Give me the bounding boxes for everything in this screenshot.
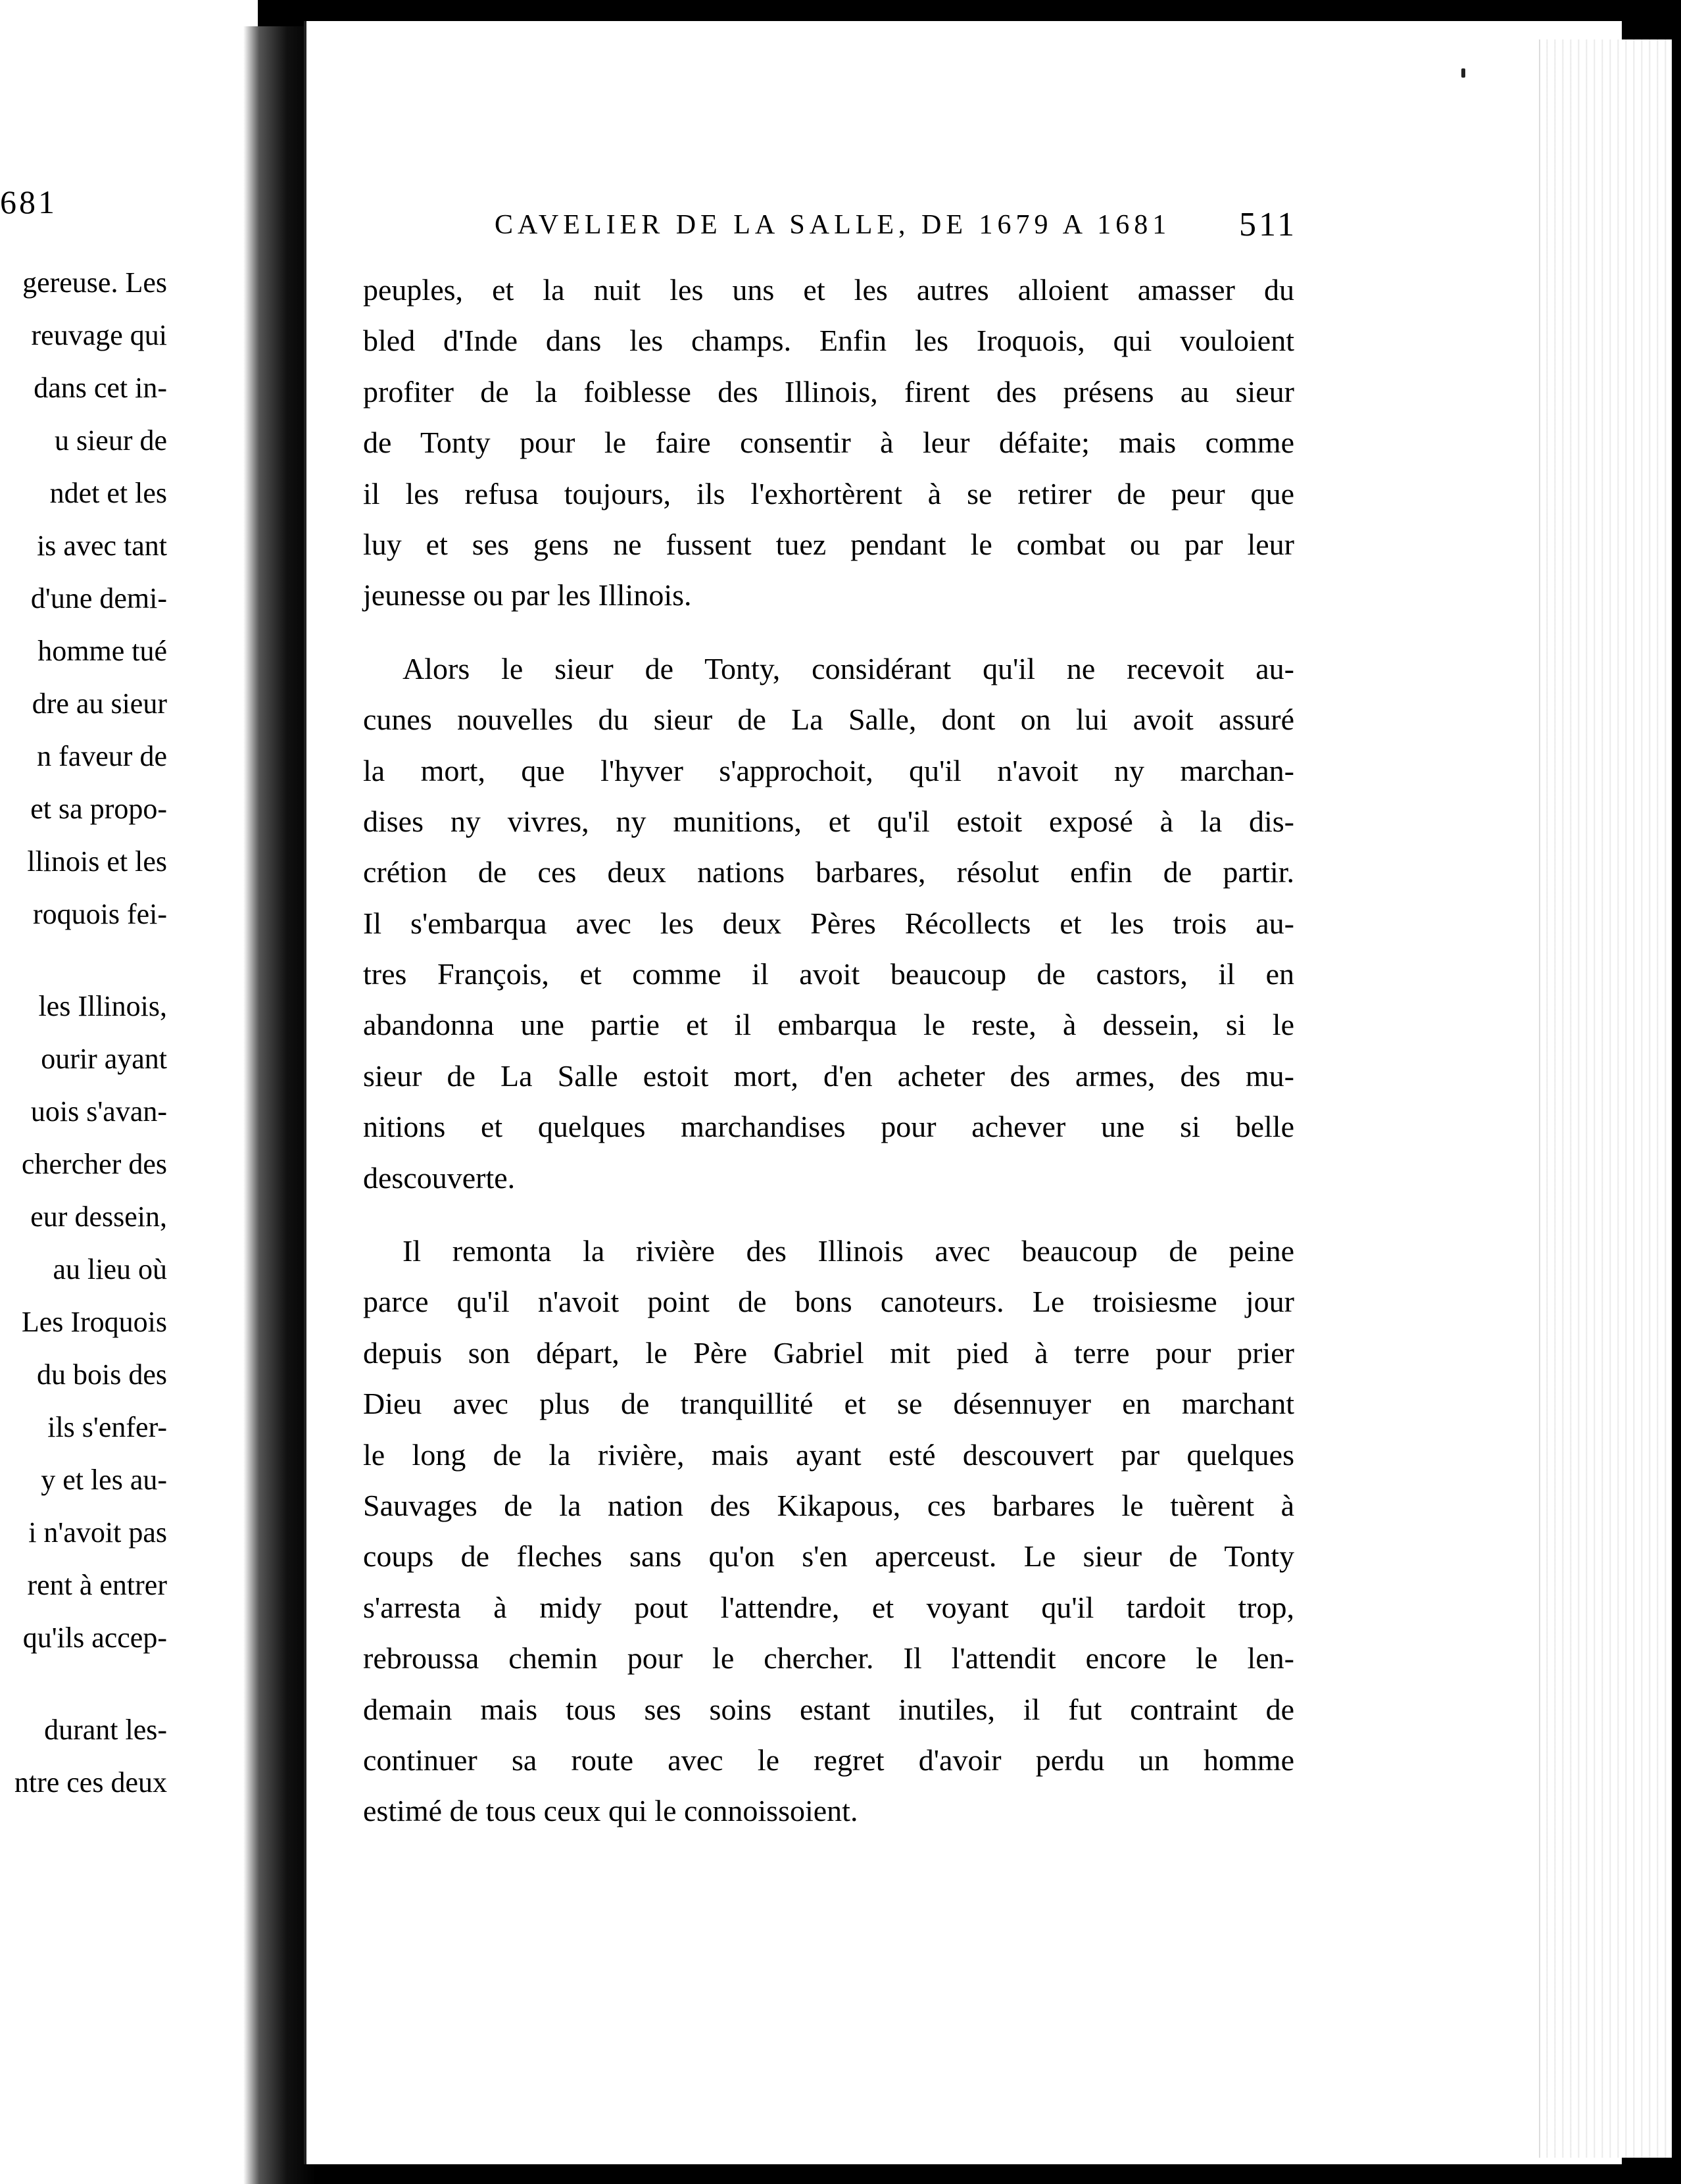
text-line: demain mais tous ses soins estant inutiles, il fut contraint de [363,1692,1294,1726]
facing-page-line: rent à entrer [27,1569,167,1601]
facing-page-line [0,1664,167,1704]
text-line: profiter de la foiblesse des Illinois, firent des présens au sieur [363,374,1294,409]
text-line: cunes nouvelles du sieur de La Salle, dont on lui avoit assuré [363,703,1294,737]
text-line: Sauvages de la nation des Kikapous, ces barbares le tuèrent à [363,1488,1294,1522]
facing-page-line: ndet et les [49,477,167,509]
text-line: sieur de La Salle estoit mort, d'en acheter des armes, des mu- [363,1058,1294,1093]
facing-page-line: ils s'enfer- [47,1411,167,1443]
facing-page-line: d'une demi- [30,582,167,614]
facing-page-line: y et les au- [41,1464,167,1496]
facing-page-line: llinois et les [27,845,167,878]
text-line: Alors le sieur de Tonty, considérant qu'il ne recevoit au- [402,651,1294,685]
facing-page-line: dre au sieur [32,687,167,720]
paragraph-gap [363,621,1294,643]
text-line: continuer sa route avec le regret d'avoir perdu un homme [363,1743,1294,1777]
text-line: parce qu'il n'avoit point de bons canoteurs. Le troisiesme jour [363,1285,1294,1319]
paragraph [363,1226,1294,1837]
text-line: Dieu avec plus de tranquillité et se désennuyer en marchant [363,1387,1294,1421]
facing-page-line: reuvage qui [31,319,167,351]
page-body [363,264,1294,1837]
text-line: luy et ses gens ne fussent tuez pendant le combat ou par leur [363,527,1294,561]
facing-page-line: durant les- [44,1714,167,1746]
facing-page-line: dans cet in- [34,372,167,404]
facing-page-line: is avec tant [37,530,167,562]
text-line: tres François, et comme il avoit beaucoup de castors, il en [363,957,1294,991]
text-line: abandonna une partie et il embarqua le reste, à dessein, si le [363,1008,1294,1042]
text-line: depuis son départ, le Père Gabriel mit pied à terre pour prier [363,1335,1294,1370]
text-line: estimé de tous ceux qui le connoissoient. [363,1794,858,1828]
facing-page-text [0,257,167,1809]
facing-page-line: gereuse. Les [22,266,167,299]
text-line: de Tonty pour le faire consentir à leur défaite; mais comme [363,426,1294,460]
text-line: il les refusa toujours, ils l'exhortèrent à se retirer de peur que [363,476,1294,510]
facing-page-header: 681 [0,184,57,220]
facing-page-line: chercher des [21,1148,167,1180]
facing-page-line: u sieur de [54,424,167,457]
facing-page [0,0,258,2184]
text-line: nitions et quelques marchandises pour achever une si belle [363,1110,1294,1144]
text-line: Il remonta la rivière des Illinois avec beaucoup de peine [402,1234,1294,1268]
page-edges [1539,39,1672,2158]
facing-page-line: roquois fei- [32,898,167,930]
facing-page-line: n faveur de [37,740,167,772]
facing-page-line: les Illinois, [38,990,167,1022]
paragraph-gap [363,1203,1294,1226]
facing-page-line: Les Iroquois [21,1306,167,1338]
text-line: crétion de ces deux nations barbares, résolut enfin de partir. [363,855,1294,889]
facing-page-line: au lieu où [53,1253,167,1285]
running-head: CAVELIER DE LA SALLE, DE 1679 A 1681 [495,210,1171,240]
facing-page-line [0,941,167,980]
facing-page-line: uois s'avan- [30,1095,167,1128]
paper-speck [1461,68,1465,78]
text-line: s'arresta à midy pout l'attendre, et voyant qu'il tardoit trop, [363,1590,1294,1624]
facing-page-line: et sa propo- [30,793,167,825]
facing-page-line: ntre ces deux [14,1766,167,1799]
text-line: la mort, que l'hyver s'approchoit, qu'il n'avoit ny marchan- [363,753,1294,787]
paragraph [363,643,1294,1203]
facing-page-line: du bois des [37,1358,167,1391]
facing-page-line: qu'ils accep- [22,1622,167,1654]
text-line: Il s'embarqua avec les deux Pères Récollects et les trois au- [363,906,1294,940]
text-line: peuples, et la nuit les uns et les autres alloient amasser du [363,273,1294,307]
text-line: jeunesse ou par les Illinois. [363,578,692,612]
text-line: descouverte. [363,1160,516,1195]
facing-page-line: homme tué [37,635,167,667]
facing-page-line: i n'avoit pas [28,1516,167,1549]
facing-page-line: ourir ayant [41,1043,167,1075]
text-line: coups de fleches sans qu'on s'en aperceust. Le sieur de Tonty [363,1539,1294,1574]
paragraph [363,264,1294,621]
text-line: le long de la rivière, mais ayant esté descouvert par quelques [363,1437,1294,1472]
page-number: 511 [1239,206,1298,243]
text-line: rebroussa chemin pour le chercher. Il l'attendit encore le len- [363,1641,1294,1675]
text-line: bled d'Inde dans les champs. Enfin les Iroquois, qui vouloient [363,324,1294,358]
text-line: dises ny vivres, ny munitions, et qu'il estoit exposé à la dis- [363,804,1294,838]
facing-page-line: eur dessein, [30,1201,167,1233]
